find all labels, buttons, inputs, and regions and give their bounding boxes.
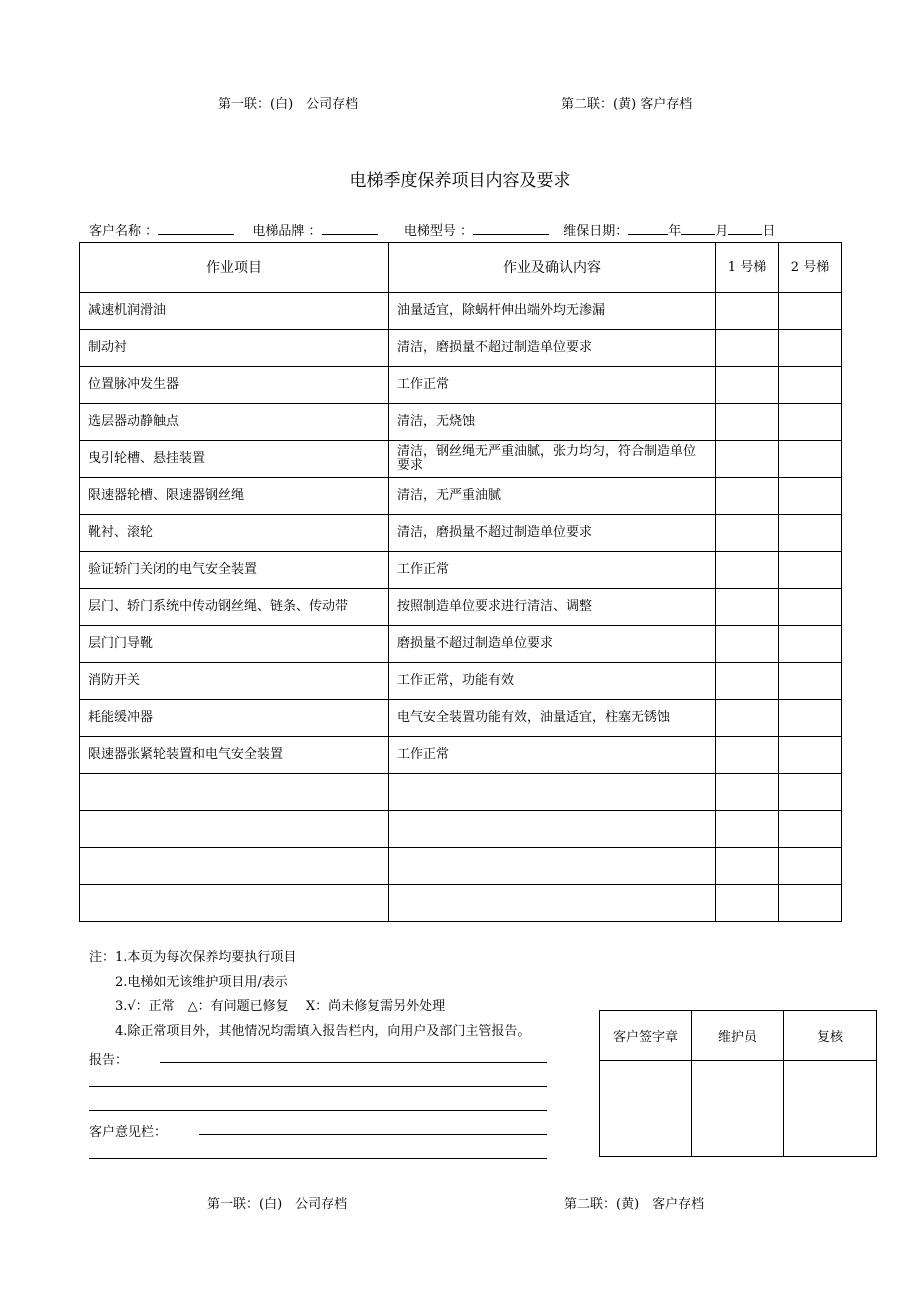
day-field[interactable] xyxy=(728,222,762,235)
elevator-1-check-cell[interactable] xyxy=(716,774,779,811)
table-row xyxy=(80,293,842,330)
work-item-cell: 限速器轮槽、限速器钢丝绳 xyxy=(80,478,389,515)
signature-table xyxy=(599,1010,877,1157)
elevator-2-check-cell[interactable] xyxy=(779,404,842,441)
table-row xyxy=(80,626,842,663)
table-row xyxy=(80,515,842,552)
elevator-1-check-cell[interactable] xyxy=(716,885,779,922)
elevator-1-check-cell[interactable] xyxy=(716,441,779,478)
customer-name-field[interactable] xyxy=(158,222,234,235)
work-item-cell: 位置脉冲发生器 xyxy=(80,367,389,404)
maintainer-header: 维护员 xyxy=(692,1011,784,1061)
page-title: 电梯季度保养项目内容及要求 xyxy=(349,171,571,191)
elevator-1-check-cell[interactable] xyxy=(716,367,779,404)
elevator-1-check-cell[interactable] xyxy=(716,293,779,330)
date-label: 维保日期： xyxy=(563,224,629,239)
customer-signature-cell[interactable] xyxy=(600,1061,692,1157)
elevator-2-check-cell[interactable] xyxy=(779,700,842,737)
report-label: 报告： xyxy=(89,1053,129,1068)
work-content-cell: 清洁，磨损量不超过制造单位要求 xyxy=(389,515,716,552)
work-content-cell: 工作正常，功能有效 xyxy=(389,663,716,700)
reviewer-signature-cell[interactable] xyxy=(784,1061,877,1157)
customer-name-label: 客户名称 ： xyxy=(89,224,159,239)
work-item-cell xyxy=(80,811,389,848)
table-row xyxy=(80,367,842,404)
work-item-cell: 曳引轮槽、悬挂装置 xyxy=(80,441,389,478)
work-content-cell: 油量适宜，除蜗杆伸出端外均无渗漏 xyxy=(389,293,716,330)
elevator-2-check-cell[interactable] xyxy=(779,589,842,626)
note-4: 4.除正常项目外，其他情况均需填入报告栏内，向用户及部门主管报告。 xyxy=(115,1024,531,1039)
year-label: 年 xyxy=(668,224,682,239)
maintainer-signature-cell[interactable] xyxy=(692,1061,784,1157)
header-work-item: 作业项目 xyxy=(80,243,389,293)
elevator-1-check-cell[interactable] xyxy=(716,404,779,441)
model-label: 电梯型号 ： xyxy=(403,224,473,239)
day-label: 日 xyxy=(762,224,776,239)
copy-label-customer: 第二联：(黄) 客户存档 xyxy=(561,97,693,112)
header-work-content: 作业及确认内容 xyxy=(389,243,716,293)
work-content-cell: 清洁，钢丝绳无严重油腻，张力均匀，符合制造单位要求 xyxy=(389,441,716,478)
month-field[interactable] xyxy=(681,222,715,235)
elevator-1-check-cell[interactable] xyxy=(716,811,779,848)
work-item-cell: 减速机润滑油 xyxy=(80,293,389,330)
copy-label-company-bottom: 第一联：(白) 公司存档 xyxy=(207,1197,348,1212)
table-header-row xyxy=(80,243,842,293)
customer-signature-header: 客户签字章 xyxy=(600,1011,692,1061)
elevator-2-check-cell[interactable] xyxy=(779,774,842,811)
brand-field[interactable] xyxy=(322,222,378,235)
header-elevator-2: 2 号梯 xyxy=(779,243,842,293)
customer-opinion-line-2[interactable] xyxy=(89,1158,547,1159)
work-item-cell: 限速器张紧轮装置和电气安全装置 xyxy=(80,737,389,774)
work-item-cell xyxy=(80,848,389,885)
elevator-2-check-cell[interactable] xyxy=(779,515,842,552)
elevator-1-check-cell[interactable] xyxy=(716,330,779,367)
table-row xyxy=(80,811,842,848)
report-line-2[interactable] xyxy=(89,1086,547,1087)
table-row xyxy=(80,774,842,811)
elevator-1-check-cell[interactable] xyxy=(716,663,779,700)
elevator-2-check-cell[interactable] xyxy=(779,293,842,330)
elevator-2-check-cell[interactable] xyxy=(779,478,842,515)
work-item-cell: 耗能缓冲器 xyxy=(80,700,389,737)
work-item-cell: 选层器动静触点 xyxy=(80,404,389,441)
table-row xyxy=(80,663,842,700)
work-content-cell: 磨损量不超过制造单位要求 xyxy=(389,626,716,663)
table-row xyxy=(80,589,842,626)
brand-label: 电梯品牌 ： xyxy=(252,224,322,239)
signature-header-row xyxy=(600,1011,877,1061)
work-item-cell xyxy=(80,774,389,811)
work-content-cell: 工作正常 xyxy=(389,737,716,774)
work-content-cell: 电气安全装置功能有效，油量适宜，柱塞无锈蚀 xyxy=(389,700,716,737)
work-content-cell xyxy=(389,848,716,885)
elevator-1-check-cell[interactable] xyxy=(716,626,779,663)
elevator-2-check-cell[interactable] xyxy=(779,626,842,663)
work-content-cell: 清洁，磨损量不超过制造单位要求 xyxy=(389,330,716,367)
work-content-cell: 清洁，无严重油腻 xyxy=(389,478,716,515)
reviewer-header: 复核 xyxy=(784,1011,877,1061)
elevator-1-check-cell[interactable] xyxy=(716,700,779,737)
table-row xyxy=(80,848,842,885)
customer-opinion-line-1[interactable] xyxy=(199,1134,547,1135)
work-item-cell: 层门、轿门系统中传动钢丝绳、链条、传动带 xyxy=(80,589,389,626)
elevator-1-check-cell[interactable] xyxy=(716,737,779,774)
table-row xyxy=(80,404,842,441)
elevator-2-check-cell[interactable] xyxy=(779,552,842,589)
elevator-2-check-cell[interactable] xyxy=(779,885,842,922)
table-row xyxy=(80,441,842,478)
work-item-cell: 验证轿门关闭的电气安全装置 xyxy=(80,552,389,589)
work-content-cell: 清洁，无烧蚀 xyxy=(389,404,716,441)
elevator-1-check-cell[interactable] xyxy=(716,515,779,552)
table-row xyxy=(80,330,842,367)
table-row xyxy=(80,478,842,515)
work-item-cell: 靴衬、滚轮 xyxy=(80,515,389,552)
work-item-cell: 制动衬 xyxy=(80,330,389,367)
report-line-3[interactable] xyxy=(89,1110,547,1111)
table-row xyxy=(80,737,842,774)
table-row xyxy=(80,552,842,589)
elevator-2-check-cell[interactable] xyxy=(779,811,842,848)
table-row xyxy=(80,700,842,737)
elevator-2-check-cell[interactable] xyxy=(779,330,842,367)
maintenance-table xyxy=(79,242,842,922)
work-content-cell xyxy=(389,774,716,811)
report-line-1[interactable] xyxy=(160,1062,547,1063)
elevator-1-check-cell[interactable] xyxy=(716,478,779,515)
elevator-1-check-cell[interactable] xyxy=(716,848,779,885)
note-2: 2.电梯如无该维护项目用/表示 xyxy=(115,975,288,990)
work-content-cell: 工作正常 xyxy=(389,367,716,404)
elevator-2-check-cell[interactable] xyxy=(779,737,842,774)
elevator-1-check-cell[interactable] xyxy=(716,552,779,589)
work-item-cell: 消防开关 xyxy=(80,663,389,700)
work-content-cell: 按照制造单位要求进行清洁、调整 xyxy=(389,589,716,626)
work-content-cell xyxy=(389,885,716,922)
elevator-1-check-cell[interactable] xyxy=(716,589,779,626)
elevator-2-check-cell[interactable] xyxy=(779,663,842,700)
table-row xyxy=(80,885,842,922)
work-content-cell xyxy=(389,811,716,848)
model-field[interactable] xyxy=(473,222,549,235)
elevator-2-check-cell[interactable] xyxy=(779,441,842,478)
work-content-cell: 工作正常 xyxy=(389,552,716,589)
work-item-cell xyxy=(80,885,389,922)
customer-opinion-label: 客户意见栏： xyxy=(89,1125,168,1140)
month-label: 月 xyxy=(715,224,729,239)
year-field[interactable] xyxy=(628,222,668,235)
work-item-cell: 层门门导靴 xyxy=(80,626,389,663)
note-3: 3.√：正常 △：有问题已修复 X：尚未修复需另外处理 xyxy=(115,999,446,1014)
info-line xyxy=(89,220,775,239)
elevator-2-check-cell[interactable] xyxy=(779,848,842,885)
copy-label-customer-bottom: 第二联：(黄) 客户存档 xyxy=(564,1197,705,1212)
copy-label-company: 第一联：(白) 公司存档 xyxy=(218,97,359,112)
elevator-2-check-cell[interactable] xyxy=(779,367,842,404)
header-elevator-1: 1 号梯 xyxy=(716,243,779,293)
note-1: 注：1.本页为每次保养均要执行项目 xyxy=(89,950,297,965)
signature-body-row xyxy=(600,1061,877,1157)
